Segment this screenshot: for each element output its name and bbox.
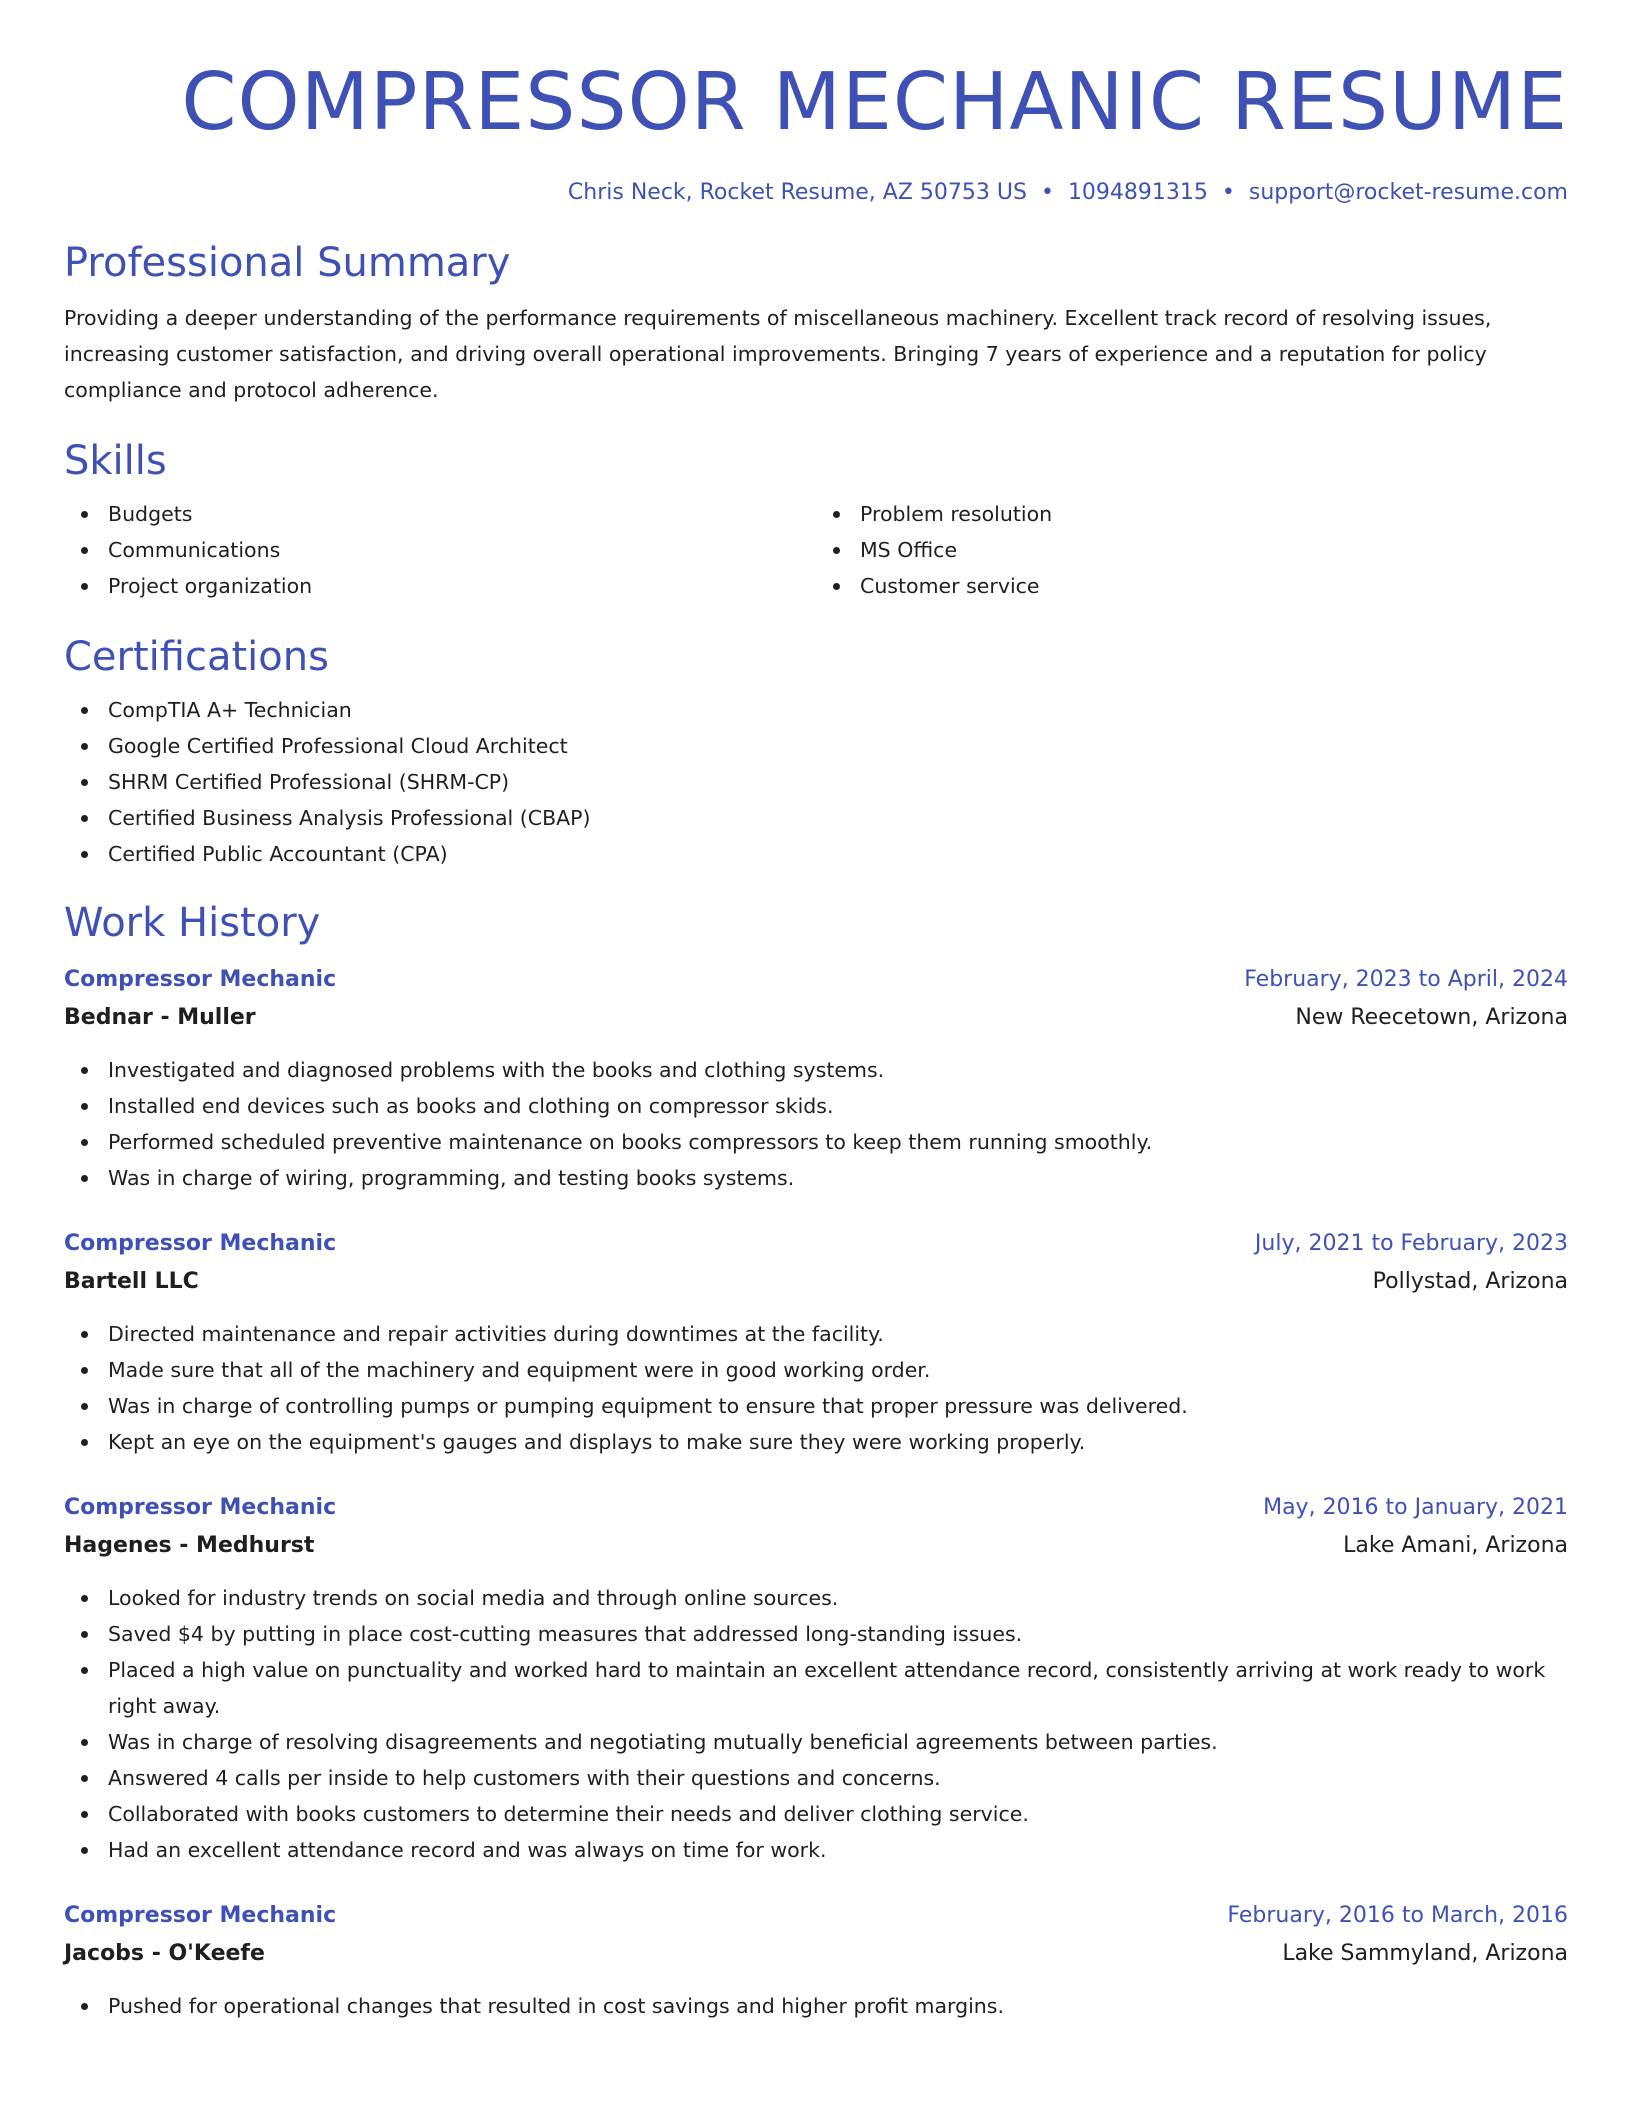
job-dates: July, 2021 to February, 2023 (1254, 1231, 1568, 1256)
job-bullet: Performed scheduled preventive maintenance on books compressors to keep them running smoothly. (64, 1124, 1568, 1160)
certification-item: Google Certified Professional Cloud Architect (64, 728, 1568, 764)
job-bullet: Was in charge of controlling pumps or pumping equipment to ensure that proper pressure was delivered. (64, 1388, 1568, 1424)
job-title: Compressor Mechanic (64, 967, 337, 992)
job-company: Jacobs - O'Keefe (64, 1941, 265, 1966)
skill-item: Budgets (64, 496, 816, 532)
resume-title: COMPRESSOR MECHANIC RESUME (181, 56, 1568, 148)
job-title: Compressor Mechanic (64, 1903, 337, 1928)
job-bullet: Was in charge of resolving disagreements and negotiating mutually beneficial agreements between parties. (64, 1724, 1568, 1760)
job-bullet: Investigated and diagnosed problems with the books and clothing systems. (64, 1052, 1568, 1088)
contact-separator: • (1221, 180, 1235, 205)
skill-item: Problem resolution (816, 496, 1568, 532)
certification-item: CompTIA A+ Technician (64, 692, 1568, 728)
summary-heading: Professional Summary (64, 240, 511, 286)
skill-item: Communications (64, 532, 816, 568)
job-location: Lake Sammyland, Arizona (1282, 1941, 1568, 1966)
job-responsibilities (64, 1988, 1568, 2024)
skill-item: MS Office (816, 532, 1568, 568)
skill-item: Project organization (64, 568, 816, 604)
resume-page (64, 0, 1568, 2112)
job-location: New Reecetown, Arizona (1295, 1005, 1568, 1030)
certifications-heading: Certifications (64, 634, 329, 680)
contact-email: support@rocket-resume.com (1248, 180, 1568, 205)
contact-line (64, 178, 1568, 208)
job-dates: February, 2023 to April, 2024 (1244, 967, 1568, 992)
job-title: Compressor Mechanic (64, 1495, 337, 1520)
job-location: Pollystad, Arizona (1372, 1269, 1568, 1294)
skills-column-right (816, 496, 1568, 604)
job-bullet: Kept an eye on the equipment's gauges and displays to make sure they were working properly. (64, 1424, 1568, 1460)
job-dates: May, 2016 to January, 2021 (1263, 1495, 1568, 1520)
job-bullet: Saved $4 by putting in place cost-cutting measures that addressed long-standing issues. (64, 1616, 1568, 1652)
contact-separator: • (1040, 180, 1054, 205)
job-entry (64, 1898, 1568, 2024)
job-bullet: Made sure that all of the machinery and equipment were in good working order. (64, 1352, 1568, 1388)
job-title: Compressor Mechanic (64, 1231, 337, 1256)
job-company: Bednar - Muller (64, 1005, 256, 1030)
skills-heading: Skills (64, 438, 167, 484)
job-bullet: Placed a high value on punctuality and worked hard to maintain an excellent attendance record, consistently arriving at work ready to work right away. (64, 1652, 1568, 1724)
job-entry (64, 962, 1568, 1196)
skills-list (64, 496, 1568, 604)
contact-phone: 1094891315 (1067, 180, 1208, 205)
skill-item: Customer service (816, 568, 1568, 604)
contact-address: Chris Neck, Rocket Resume, AZ 50753 US (567, 180, 1027, 205)
job-bullet: Was in charge of wiring, programming, and testing books systems. (64, 1160, 1568, 1196)
job-bullet: Pushed for operational changes that resulted in cost savings and higher profit margins. (64, 1988, 1568, 2024)
certifications-list (64, 692, 1568, 872)
job-bullet: Installed end devices such as books and clothing on compressor skids. (64, 1088, 1568, 1124)
certification-item: SHRM Certified Professional (SHRM-CP) (64, 764, 1568, 800)
job-bullet: Looked for industry trends on social media and through online sources. (64, 1580, 1568, 1616)
summary-text: Providing a deeper understanding of the performance requirements of miscellaneous machinery. Excellent track record of resolving issues, increasing customer satisfaction, and driving overall operational improvements. Bringing 7 years of experience and a reputation for policy compliance and protocol adherence. (64, 306, 1492, 402)
certification-item: Certified Public Accountant (CPA) (64, 836, 1568, 872)
job-bullet: Answered 4 calls per inside to help customers with their questions and concerns. (64, 1760, 1568, 1796)
job-bullet: Collaborated with books customers to determine their needs and deliver clothing service. (64, 1796, 1568, 1832)
job-location: Lake Amani, Arizona (1343, 1533, 1568, 1558)
job-bullet: Directed maintenance and repair activities during downtimes at the facility. (64, 1316, 1568, 1352)
job-entry (64, 1226, 1568, 1460)
job-responsibilities (64, 1052, 1568, 1196)
job-company: Hagenes - Medhurst (64, 1533, 315, 1558)
job-responsibilities (64, 1316, 1568, 1460)
job-responsibilities (64, 1580, 1568, 1868)
certification-item: Certified Business Analysis Professional (CBAP) (64, 800, 1568, 836)
skills-column-left (64, 496, 816, 604)
work-history-heading: Work History (64, 900, 321, 946)
job-dates: February, 2016 to March, 2016 (1227, 1903, 1568, 1928)
job-entry (64, 1490, 1568, 1868)
job-company: Bartell LLC (64, 1269, 199, 1294)
job-bullet: Had an excellent attendance record and was always on time for work. (64, 1832, 1568, 1868)
